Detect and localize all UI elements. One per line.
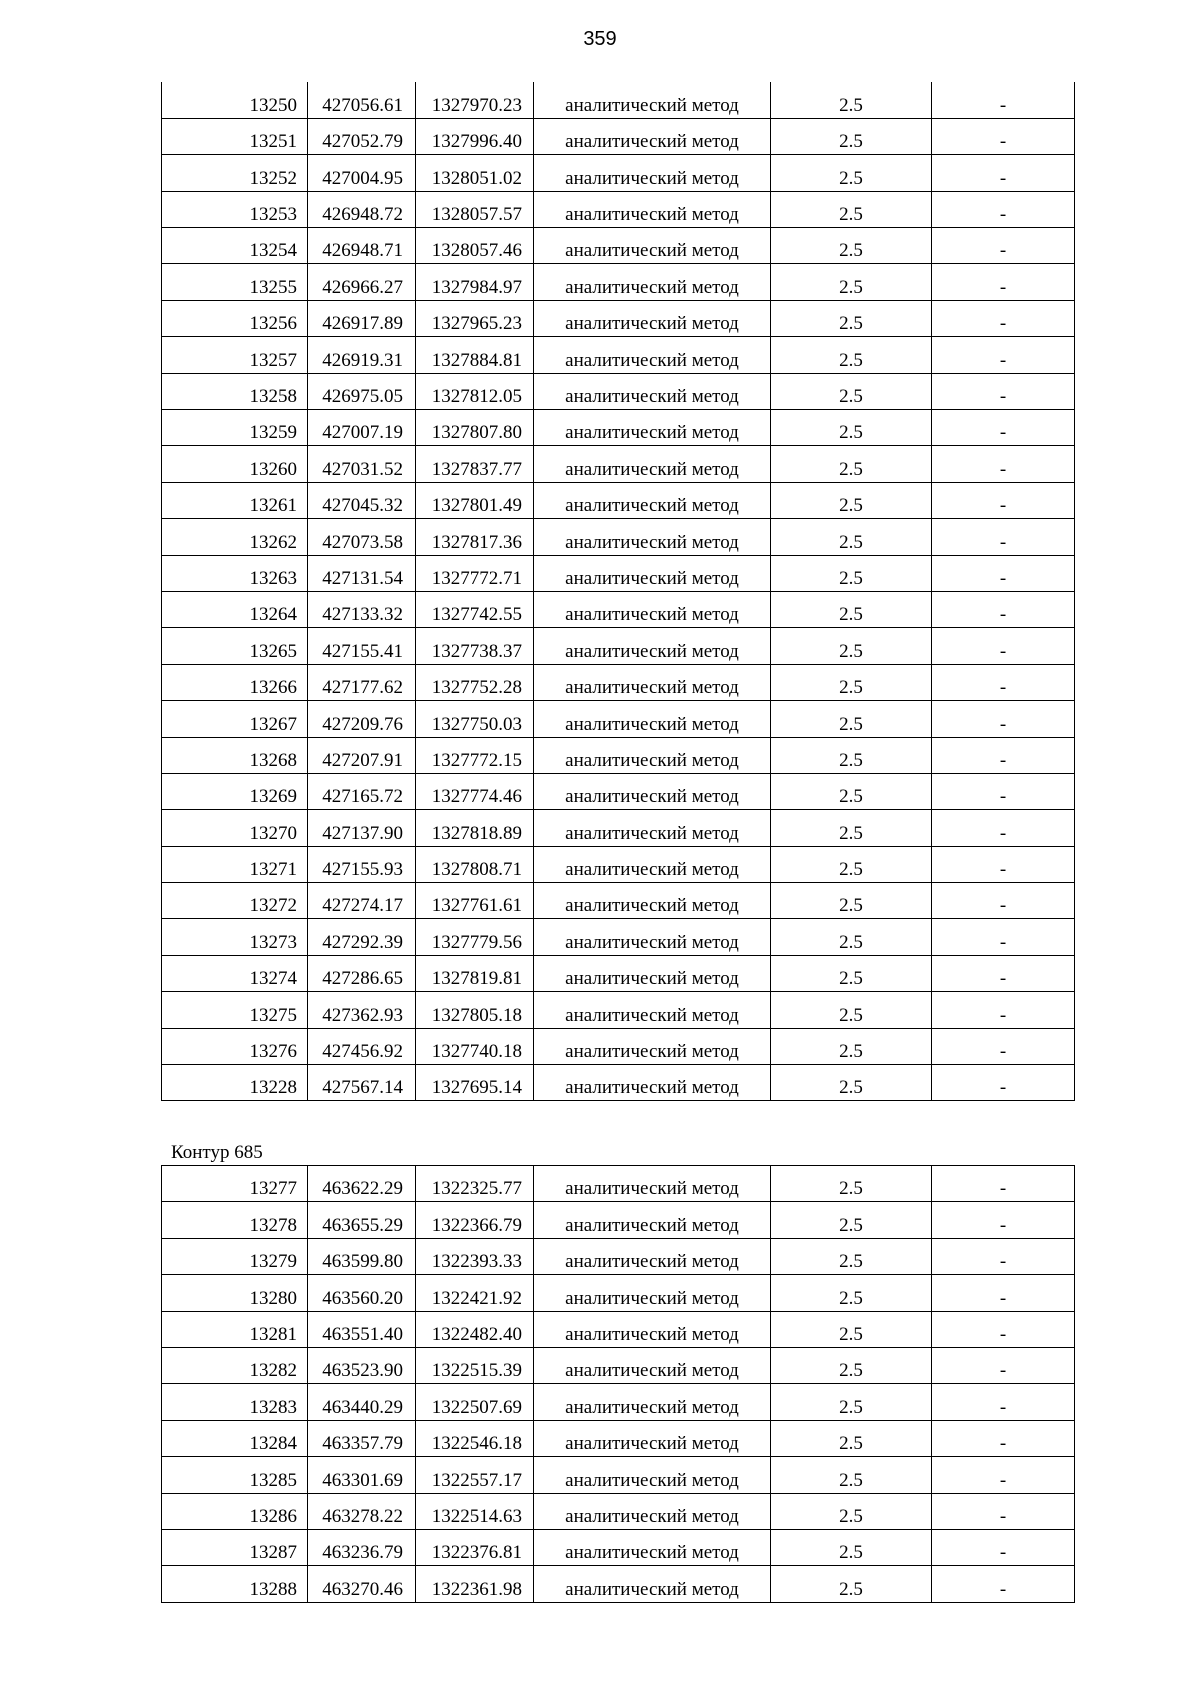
note-cell: -: [932, 1566, 1075, 1602]
note-cell: -: [932, 228, 1075, 264]
y-coordinate-cell: 1322557.17: [416, 1457, 534, 1493]
point-number-cell: 13276: [162, 1028, 308, 1064]
y-coordinate-cell: 1327695.14: [416, 1065, 534, 1101]
table-row: [162, 737, 1075, 773]
method-cell: аналитический метод: [534, 555, 771, 591]
note-cell: -: [932, 1347, 1075, 1383]
table-row: [162, 118, 1075, 154]
y-coordinate-cell: 1327750.03: [416, 701, 534, 737]
x-coordinate-cell: 463551.40: [308, 1311, 416, 1347]
precision-cell: 2.5: [771, 519, 932, 555]
precision-cell: 2.5: [771, 1457, 932, 1493]
point-number-cell: 13251: [162, 118, 308, 154]
x-coordinate-cell: 427209.76: [308, 701, 416, 737]
method-cell: аналитический метод: [534, 773, 771, 809]
y-coordinate-cell: 1327837.77: [416, 446, 534, 482]
note-cell: -: [932, 1275, 1075, 1311]
method-cell: аналитический метод: [534, 591, 771, 627]
point-number-cell: 13284: [162, 1420, 308, 1456]
note-cell: -: [932, 82, 1075, 118]
method-cell: аналитический метод: [534, 482, 771, 518]
precision-cell: 2.5: [771, 373, 932, 409]
table-row: [162, 555, 1075, 591]
table-row: [162, 519, 1075, 555]
note-cell: -: [932, 555, 1075, 591]
note-cell: -: [932, 883, 1075, 919]
x-coordinate-cell: 427292.39: [308, 919, 416, 955]
method-cell: аналитический метод: [534, 264, 771, 300]
note-cell: -: [932, 591, 1075, 627]
point-number-cell: 13266: [162, 664, 308, 700]
precision-cell: 2.5: [771, 1202, 932, 1238]
note-cell: -: [932, 155, 1075, 191]
precision-cell: 2.5: [771, 482, 932, 518]
method-cell: аналитический метод: [534, 410, 771, 446]
table-row: [162, 1238, 1075, 1274]
x-coordinate-cell: 463278.22: [308, 1493, 416, 1529]
precision-cell: 2.5: [771, 846, 932, 882]
precision-cell: 2.5: [771, 810, 932, 846]
point-number-cell: 13283: [162, 1384, 308, 1420]
table-row: [162, 773, 1075, 809]
precision-cell: 2.5: [771, 992, 932, 1028]
y-coordinate-cell: 1327772.71: [416, 555, 534, 591]
note-cell: -: [932, 919, 1075, 955]
precision-cell: 2.5: [771, 555, 932, 591]
y-coordinate-cell: 1322393.33: [416, 1238, 534, 1274]
note-cell: -: [932, 628, 1075, 664]
precision-cell: 2.5: [771, 737, 932, 773]
method-cell: аналитический метод: [534, 846, 771, 882]
precision-cell: 2.5: [771, 628, 932, 664]
point-number-cell: 13275: [162, 992, 308, 1028]
precision-cell: 2.5: [771, 155, 932, 191]
precision-cell: 2.5: [771, 1065, 932, 1101]
method-cell: аналитический метод: [534, 1202, 771, 1238]
method-cell: аналитический метод: [534, 628, 771, 664]
y-coordinate-cell: 1322366.79: [416, 1202, 534, 1238]
x-coordinate-cell: 427362.93: [308, 992, 416, 1028]
method-cell: аналитический метод: [534, 1028, 771, 1064]
precision-cell: 2.5: [771, 1166, 932, 1202]
note-cell: -: [932, 264, 1075, 300]
x-coordinate-cell: 427165.72: [308, 773, 416, 809]
x-coordinate-cell: 463560.20: [308, 1275, 416, 1311]
precision-cell: 2.5: [771, 664, 932, 700]
note-cell: -: [932, 1529, 1075, 1565]
x-coordinate-cell: 463622.29: [308, 1166, 416, 1202]
x-coordinate-cell: 427207.91: [308, 737, 416, 773]
x-coordinate-cell: 427056.61: [308, 82, 416, 118]
table-row: [162, 628, 1075, 664]
x-coordinate-cell: 427274.17: [308, 883, 416, 919]
table-row: [162, 1065, 1075, 1101]
table-row: [162, 1566, 1075, 1602]
y-coordinate-cell: 1322482.40: [416, 1311, 534, 1347]
contour-label: Контур 685: [171, 1142, 263, 1163]
method-cell: аналитический метод: [534, 1166, 771, 1202]
table-row: [162, 482, 1075, 518]
note-cell: -: [932, 1457, 1075, 1493]
note-cell: -: [932, 410, 1075, 446]
table-row: [162, 883, 1075, 919]
note-cell: -: [932, 664, 1075, 700]
point-number-cell: 13281: [162, 1311, 308, 1347]
x-coordinate-cell: 463301.69: [308, 1457, 416, 1493]
note-cell: -: [932, 701, 1075, 737]
x-coordinate-cell: 463357.79: [308, 1420, 416, 1456]
precision-cell: 2.5: [771, 446, 932, 482]
x-coordinate-cell: 427177.62: [308, 664, 416, 700]
y-coordinate-cell: 1322421.92: [416, 1275, 534, 1311]
precision-cell: 2.5: [771, 118, 932, 154]
note-cell: -: [932, 337, 1075, 373]
precision-cell: 2.5: [771, 1311, 932, 1347]
method-cell: аналитический метод: [534, 519, 771, 555]
precision-cell: 2.5: [771, 191, 932, 227]
y-coordinate-cell: 1327970.23: [416, 82, 534, 118]
y-coordinate-cell: 1327742.55: [416, 591, 534, 627]
coordinates-table: [161, 82, 1075, 1101]
y-coordinate-cell: 1327819.81: [416, 955, 534, 991]
point-number-cell: 13262: [162, 519, 308, 555]
method-cell: аналитический метод: [534, 1311, 771, 1347]
point-number-cell: 13254: [162, 228, 308, 264]
coordinates-table-contour-685: [161, 1165, 1075, 1603]
y-coordinate-cell: 1322361.98: [416, 1566, 534, 1602]
point-number-cell: 13287: [162, 1529, 308, 1565]
note-cell: -: [932, 1028, 1075, 1064]
y-coordinate-cell: 1327812.05: [416, 373, 534, 409]
table-row: [162, 191, 1075, 227]
note-cell: -: [932, 1065, 1075, 1101]
point-number-cell: 13255: [162, 264, 308, 300]
y-coordinate-cell: 1327807.80: [416, 410, 534, 446]
point-number-cell: 13282: [162, 1347, 308, 1383]
table-row: [162, 446, 1075, 482]
point-number-cell: 13258: [162, 373, 308, 409]
note-cell: -: [932, 1420, 1075, 1456]
table-row: [162, 300, 1075, 336]
note-cell: -: [932, 1384, 1075, 1420]
precision-cell: 2.5: [771, 337, 932, 373]
table-row: [162, 1384, 1075, 1420]
method-cell: аналитический метод: [534, 228, 771, 264]
precision-cell: 2.5: [771, 264, 932, 300]
table-row: [162, 1347, 1075, 1383]
table-row: [162, 664, 1075, 700]
method-cell: аналитический метод: [534, 337, 771, 373]
y-coordinate-cell: 1322515.39: [416, 1347, 534, 1383]
x-coordinate-cell: 427155.93: [308, 846, 416, 882]
y-coordinate-cell: 1327772.15: [416, 737, 534, 773]
point-number-cell: 13274: [162, 955, 308, 991]
x-coordinate-cell: 427045.32: [308, 482, 416, 518]
point-number-cell: 13273: [162, 919, 308, 955]
note-cell: -: [932, 118, 1075, 154]
point-number-cell: 13265: [162, 628, 308, 664]
table-row: [162, 1166, 1075, 1202]
y-coordinate-cell: 1327984.97: [416, 264, 534, 300]
point-number-cell: 13228: [162, 1065, 308, 1101]
table-row: [162, 82, 1075, 118]
precision-cell: 2.5: [771, 1347, 932, 1383]
table-row: [162, 1275, 1075, 1311]
x-coordinate-cell: 427286.65: [308, 955, 416, 991]
point-number-cell: 13264: [162, 591, 308, 627]
x-coordinate-cell: 426966.27: [308, 264, 416, 300]
y-coordinate-cell: 1327752.28: [416, 664, 534, 700]
method-cell: аналитический метод: [534, 1275, 771, 1311]
point-number-cell: 13288: [162, 1566, 308, 1602]
method-cell: аналитический метод: [534, 955, 771, 991]
precision-cell: 2.5: [771, 883, 932, 919]
y-coordinate-cell: 1327817.36: [416, 519, 534, 555]
y-coordinate-cell: 1322507.69: [416, 1384, 534, 1420]
y-coordinate-cell: 1322325.77: [416, 1166, 534, 1202]
note-cell: -: [932, 191, 1075, 227]
note-cell: -: [932, 1202, 1075, 1238]
point-number-cell: 13256: [162, 300, 308, 336]
note-cell: -: [932, 1166, 1075, 1202]
x-coordinate-cell: 427052.79: [308, 118, 416, 154]
point-number-cell: 13270: [162, 810, 308, 846]
precision-cell: 2.5: [771, 955, 932, 991]
point-number-cell: 13250: [162, 82, 308, 118]
method-cell: аналитический метод: [534, 1420, 771, 1456]
method-cell: аналитический метод: [534, 446, 771, 482]
method-cell: аналитический метод: [534, 1347, 771, 1383]
precision-cell: 2.5: [771, 919, 932, 955]
table-row: [162, 1493, 1075, 1529]
table-row: [162, 264, 1075, 300]
table-row: [162, 410, 1075, 446]
table-row: [162, 810, 1075, 846]
point-number-cell: 13257: [162, 337, 308, 373]
method-cell: аналитический метод: [534, 118, 771, 154]
method-cell: аналитический метод: [534, 1566, 771, 1602]
table-row: [162, 846, 1075, 882]
precision-cell: 2.5: [771, 1028, 932, 1064]
precision-cell: 2.5: [771, 1384, 932, 1420]
method-cell: аналитический метод: [534, 810, 771, 846]
table-body: [162, 1166, 1075, 1603]
note-cell: -: [932, 846, 1075, 882]
x-coordinate-cell: 427155.41: [308, 628, 416, 664]
method-cell: аналитический метод: [534, 1238, 771, 1274]
point-number-cell: 13271: [162, 846, 308, 882]
table-row: [162, 1028, 1075, 1064]
x-coordinate-cell: 463655.29: [308, 1202, 416, 1238]
x-coordinate-cell: 427073.58: [308, 519, 416, 555]
y-coordinate-cell: 1327774.46: [416, 773, 534, 809]
y-coordinate-cell: 1327738.37: [416, 628, 534, 664]
x-coordinate-cell: 426948.72: [308, 191, 416, 227]
method-cell: аналитический метод: [534, 992, 771, 1028]
x-coordinate-cell: 426919.31: [308, 337, 416, 373]
y-coordinate-cell: 1327801.49: [416, 482, 534, 518]
precision-cell: 2.5: [771, 82, 932, 118]
note-cell: -: [932, 482, 1075, 518]
y-coordinate-cell: 1327996.40: [416, 118, 534, 154]
note-cell: -: [932, 1493, 1075, 1529]
note-cell: -: [932, 955, 1075, 991]
precision-cell: 2.5: [771, 1420, 932, 1456]
point-number-cell: 13277: [162, 1166, 308, 1202]
x-coordinate-cell: 463599.80: [308, 1238, 416, 1274]
table-row: [162, 1202, 1075, 1238]
method-cell: аналитический метод: [534, 664, 771, 700]
method-cell: аналитический метод: [534, 1529, 771, 1565]
table-row: [162, 1529, 1075, 1565]
note-cell: -: [932, 300, 1075, 336]
y-coordinate-cell: 1327805.18: [416, 992, 534, 1028]
precision-cell: 2.5: [771, 1529, 932, 1565]
point-number-cell: 13269: [162, 773, 308, 809]
x-coordinate-cell: 426975.05: [308, 373, 416, 409]
method-cell: аналитический метод: [534, 300, 771, 336]
method-cell: аналитический метод: [534, 1493, 771, 1529]
y-coordinate-cell: 1327965.23: [416, 300, 534, 336]
x-coordinate-cell: 427007.19: [308, 410, 416, 446]
x-coordinate-cell: 463236.79: [308, 1529, 416, 1565]
method-cell: аналитический метод: [534, 701, 771, 737]
note-cell: -: [932, 373, 1075, 409]
y-coordinate-cell: 1322376.81: [416, 1529, 534, 1565]
x-coordinate-cell: 463523.90: [308, 1347, 416, 1383]
table-row: [162, 591, 1075, 627]
point-number-cell: 13272: [162, 883, 308, 919]
table-row: [162, 1420, 1075, 1456]
y-coordinate-cell: 1322546.18: [416, 1420, 534, 1456]
table-row: [162, 1457, 1075, 1493]
table-row: [162, 992, 1075, 1028]
table-row: [162, 919, 1075, 955]
point-number-cell: 13286: [162, 1493, 308, 1529]
x-coordinate-cell: 427031.52: [308, 446, 416, 482]
y-coordinate-cell: 1327884.81: [416, 337, 534, 373]
y-coordinate-cell: 1328057.57: [416, 191, 534, 227]
y-coordinate-cell: 1327779.56: [416, 919, 534, 955]
point-number-cell: 13268: [162, 737, 308, 773]
point-number-cell: 13285: [162, 1457, 308, 1493]
x-coordinate-cell: 427456.92: [308, 1028, 416, 1064]
point-number-cell: 13261: [162, 482, 308, 518]
method-cell: аналитический метод: [534, 1065, 771, 1101]
x-coordinate-cell: 427133.32: [308, 591, 416, 627]
note-cell: -: [932, 992, 1075, 1028]
precision-cell: 2.5: [771, 410, 932, 446]
point-number-cell: 13263: [162, 555, 308, 591]
y-coordinate-cell: 1328057.46: [416, 228, 534, 264]
table-row: [162, 1311, 1075, 1347]
method-cell: аналитический метод: [534, 883, 771, 919]
method-cell: аналитический метод: [534, 1384, 771, 1420]
point-number-cell: 13280: [162, 1275, 308, 1311]
x-coordinate-cell: 427131.54: [308, 555, 416, 591]
x-coordinate-cell: 427004.95: [308, 155, 416, 191]
table-row: [162, 228, 1075, 264]
note-cell: -: [932, 810, 1075, 846]
precision-cell: 2.5: [771, 591, 932, 627]
x-coordinate-cell: 463270.46: [308, 1566, 416, 1602]
y-coordinate-cell: 1327761.61: [416, 883, 534, 919]
method-cell: аналитический метод: [534, 373, 771, 409]
point-number-cell: 13259: [162, 410, 308, 446]
x-coordinate-cell: 426917.89: [308, 300, 416, 336]
y-coordinate-cell: 1327808.71: [416, 846, 534, 882]
point-number-cell: 13267: [162, 701, 308, 737]
method-cell: аналитический метод: [534, 737, 771, 773]
table-row: [162, 155, 1075, 191]
y-coordinate-cell: 1327740.18: [416, 1028, 534, 1064]
precision-cell: 2.5: [771, 228, 932, 264]
precision-cell: 2.5: [771, 1566, 932, 1602]
method-cell: аналитический метод: [534, 919, 771, 955]
table-row: [162, 955, 1075, 991]
x-coordinate-cell: 427567.14: [308, 1065, 416, 1101]
method-cell: аналитический метод: [534, 155, 771, 191]
point-number-cell: 13253: [162, 191, 308, 227]
x-coordinate-cell: 463440.29: [308, 1384, 416, 1420]
precision-cell: 2.5: [771, 300, 932, 336]
y-coordinate-cell: 1328051.02: [416, 155, 534, 191]
table-body: [162, 82, 1075, 1101]
table-row: [162, 337, 1075, 373]
note-cell: -: [932, 519, 1075, 555]
precision-cell: 2.5: [771, 1238, 932, 1274]
note-cell: -: [932, 446, 1075, 482]
x-coordinate-cell: 426948.71: [308, 228, 416, 264]
y-coordinate-cell: 1327818.89: [416, 810, 534, 846]
table-row: [162, 373, 1075, 409]
table-row: [162, 701, 1075, 737]
point-number-cell: 13252: [162, 155, 308, 191]
x-coordinate-cell: 427137.90: [308, 810, 416, 846]
precision-cell: 2.5: [771, 1275, 932, 1311]
note-cell: -: [932, 737, 1075, 773]
note-cell: -: [932, 1311, 1075, 1347]
precision-cell: 2.5: [771, 773, 932, 809]
y-coordinate-cell: 1322514.63: [416, 1493, 534, 1529]
note-cell: -: [932, 773, 1075, 809]
method-cell: аналитический метод: [534, 82, 771, 118]
precision-cell: 2.5: [771, 1493, 932, 1529]
precision-cell: 2.5: [771, 701, 932, 737]
point-number-cell: 13260: [162, 446, 308, 482]
method-cell: аналитический метод: [534, 191, 771, 227]
method-cell: аналитический метод: [534, 1457, 771, 1493]
page-number: 359: [583, 28, 617, 50]
point-number-cell: 13279: [162, 1238, 308, 1274]
note-cell: -: [932, 1238, 1075, 1274]
point-number-cell: 13278: [162, 1202, 308, 1238]
